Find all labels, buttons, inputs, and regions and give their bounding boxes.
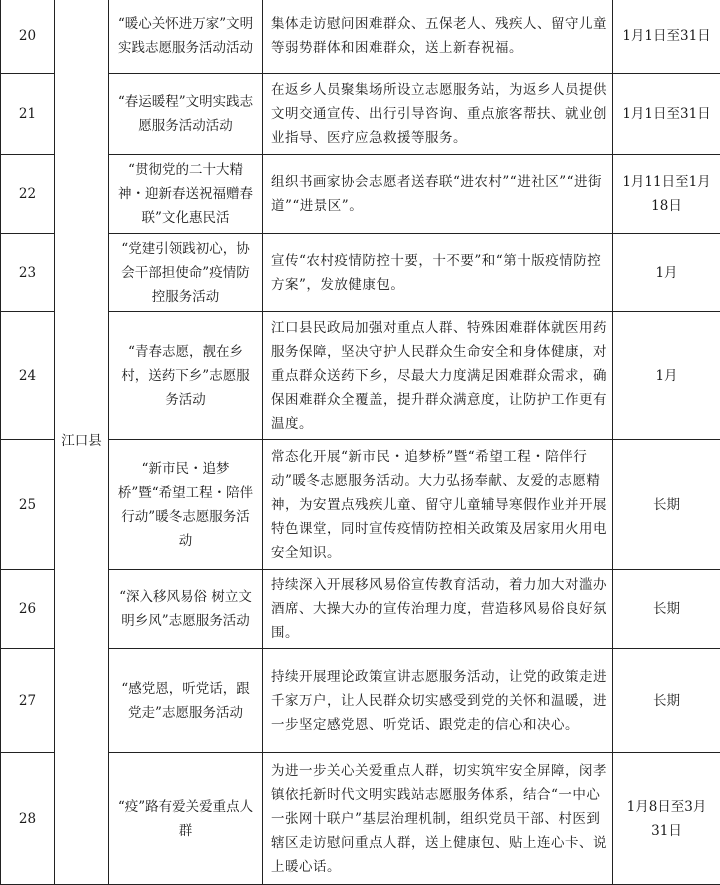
table-row <box>1 570 720 649</box>
activity-description: 江口县民政局加强对重点人群、特殊困难群体就医用药服务保障，坚决守护人民群众生命安全和身体健康，对重点群众送药下乡，尽最大力度满足困难群众需求，确保困难群众全覆盖，提升群众满意度，让防护工作更有温度。 <box>263 312 613 440</box>
activity-description: 常态化开展“新市民・追梦桥”暨“希望工程・陪伴行动”暖冬志愿服务活动。大力弘扬奉献、友爱的志愿精神，为安置点残疾儿童、留守儿童辅导寒假作业并开展特色课堂，同时宣传疫情防控相关政策及居家用火用电安全知识。 <box>263 440 613 570</box>
table-row <box>1 753 720 885</box>
county-name: 江口县 <box>61 433 102 449</box>
county-cell <box>55 0 109 885</box>
activity-name: “新市民・追梦桥”暨“希望工程・陪伴行动”暖冬志愿服务活动 <box>109 440 263 570</box>
activity-time: 1月1日至31日 <box>613 0 720 74</box>
activity-time: 1月11日至1月18日 <box>613 155 720 234</box>
activity-name: “春运暖程”文明实践志愿服务活动活动 <box>109 74 263 155</box>
row-number: 24 <box>1 312 55 440</box>
row-number: 27 <box>1 649 55 753</box>
table-row <box>1 0 720 74</box>
activity-time: 1月8日至3月31日 <box>613 753 720 885</box>
activity-name: “党建引领践初心，协会干部担使命”疫情防控服务活动 <box>109 234 263 312</box>
activity-name: “贯彻党的二十大精神・迎新春送祝福赠春联”文化惠民活 <box>109 155 263 234</box>
activity-name: “暖心关怀进万家”文明实践志愿服务活动活动 <box>109 0 263 74</box>
activity-description: 持续开展理论政策宣讲志愿服务活动，让党的政策走进千家万户，让人民群众切实感受到党的关怀和温暖，进一步坚定感党恩、听党话、跟党走的信心和决心。 <box>263 649 613 753</box>
table-row <box>1 440 720 570</box>
activity-description: 集体走访慰问困难群众、五保老人、残疾人、留守儿童等弱势群体和困难群众，送上新春祝福。 <box>263 0 613 74</box>
row-number: 21 <box>1 74 55 155</box>
row-number: 22 <box>1 155 55 234</box>
row-number: 20 <box>1 0 55 74</box>
table-row <box>1 74 720 155</box>
row-number: 28 <box>1 753 55 885</box>
table-row <box>1 312 720 440</box>
activity-time: 1月 <box>613 234 720 312</box>
row-number: 26 <box>1 570 55 649</box>
activity-description: 在返乡人员聚集场所设立志愿服务站，为返乡人员提供文明交通宣传、出行引导咨询、重点旅客帮扶、就业创业指导、医疗应急救援等服务。 <box>263 74 613 155</box>
row-number: 25 <box>1 440 55 570</box>
activity-description: 持续深入开展移风易俗宣传教育活动，着力加大对滥办酒席、大操大办的宣传治理力度，营造移风易俗良好氛围。 <box>263 570 613 649</box>
activity-name: “深入移风易俗 树立文明乡风”志愿服务活动 <box>109 570 263 649</box>
activity-name: “青春志愿，靓在乡村，送药下乡”志愿服务活动 <box>109 312 263 440</box>
activity-description: 宣传“农村疫情防控十要，十不要”和“第十版疫情防控方案”，发放健康包。 <box>263 234 613 312</box>
activity-description: 组织书画家协会志愿者送春联“进农村”“进社区”“进街道”“进景区”。 <box>263 155 613 234</box>
activity-name: “疫”路有爱关爱重点人群 <box>109 753 263 885</box>
activity-time: 长期 <box>613 649 720 753</box>
activity-time: 长期 <box>613 570 720 649</box>
row-number: 23 <box>1 234 55 312</box>
activity-time: 长期 <box>613 440 720 570</box>
activity-name: “感党恩，听党话，跟党走”志愿服务活动 <box>109 649 263 753</box>
activity-time: 1月1日至31日 <box>613 74 720 155</box>
table-row <box>1 649 720 753</box>
activity-description: 为进一步关心关爱重点人群，切实筑牢安全屏障，闵孝镇依托新时代文明实践站志愿服务体系，结合“一中心一张网十联户”基层治理机制，组织党员干部、村医到辖区走访慰问重点人群，送上健康包、贴上连心卡、说上暖心话。 <box>263 753 613 885</box>
table-row <box>1 155 720 234</box>
table-row <box>1 234 720 312</box>
activity-time: 1月 <box>613 312 720 440</box>
